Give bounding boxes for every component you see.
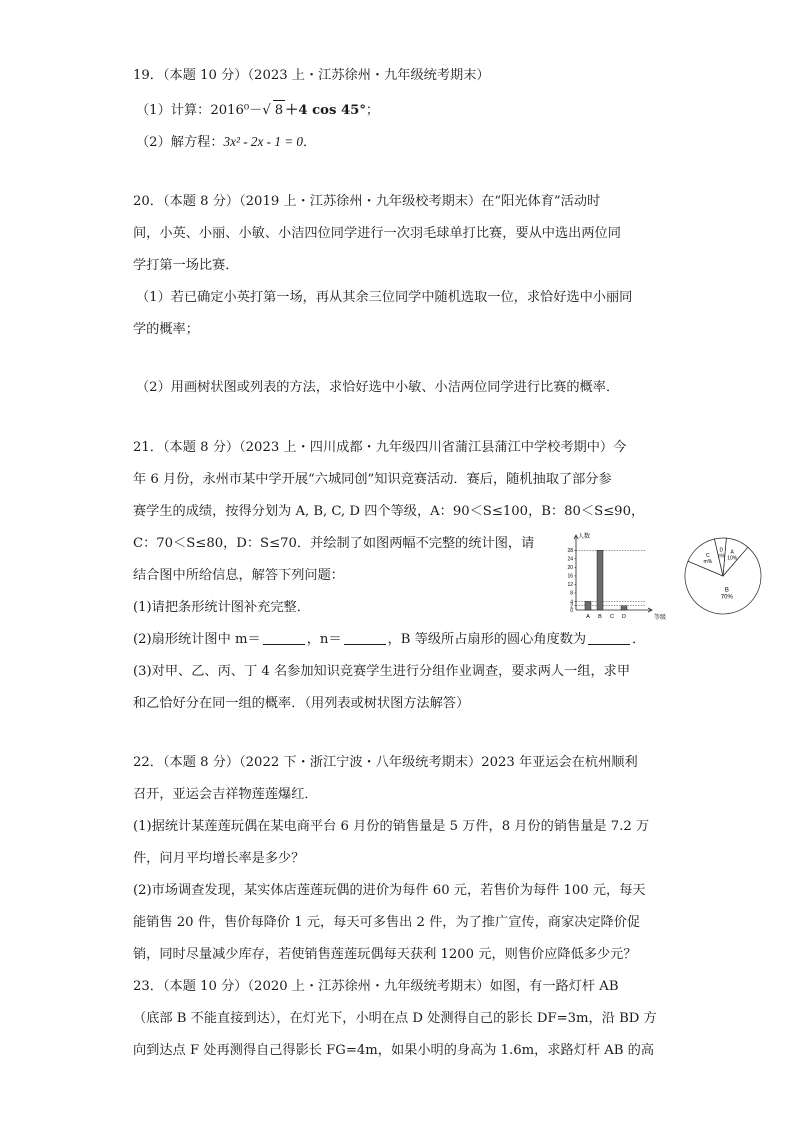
q19-part1-radicand: 8 — [273, 100, 285, 121]
bar-D — [621, 606, 627, 610]
y-tick-label: 12 — [567, 582, 573, 589]
q21-line-3: 赛学生的成绩，按得分划为 A, B, C, D 四个等级，A：90＜S≤100，B：80＜S≤90， — [133, 504, 645, 519]
y-tick-label: 16 — [567, 573, 573, 580]
q19-part1-prefix: （1）计算： — [136, 103, 211, 118]
q23-line-2: （底部 B 不能直接到达），在灯光下，小明在点 D 处测得自己的影长 DF=3m，沿 BD 方 — [133, 1011, 657, 1026]
q21-line-4: C：70＜S≤80，D：S≤70．并绘制了如图两幅不完整的统计图，请 — [133, 536, 535, 551]
q21-line-1: 21．（本题 8 分）（2023 上・四川成都・九年级四川省蒲江县蒲江中学校考期中）今 — [133, 440, 627, 455]
y-tick-label: 20 — [567, 565, 573, 572]
q22-line-5: (2)市场调查发现，某实体店莲莲玩偶的进价为每件 60 元，若售价为每件 100 元，每天 — [133, 883, 646, 898]
q20-line-3: 学打第一场比赛． — [133, 258, 239, 273]
q21-line-7 — [133, 630, 645, 650]
q19-part1-term-a: 2016⁰－ — [210, 103, 263, 118]
y-tick-label: 8 — [570, 590, 573, 597]
sqrt-symbol: √ — [262, 103, 271, 118]
pie-label-A: A — [730, 549, 734, 556]
y-tick-label: 28 — [567, 548, 573, 555]
q22-line-7: 销，同时尽量减少库存，若使销售莲莲玩偶每天获利 1200 元，则售价应降低多少元？ — [133, 947, 637, 962]
q21-line-9: 和乙恰好分在同一组的概率．（用列表或树状图方法解答） — [133, 696, 470, 711]
q19-part2-prefix: （2）解方程： — [136, 135, 224, 150]
q21-line-5: 结合图中所给信息，解答下列问题： — [133, 568, 344, 583]
x-tick-label-A: A — [586, 614, 590, 620]
q22-line-4: 件，问月平均增长率是多少？ — [133, 851, 305, 866]
q22-line-1: 22．（本题 8 分）（2022 下・浙江宁波・八年级统考期末）2023 年亚运会在杭州顺利 — [133, 755, 638, 770]
y-tick-label: 24 — [567, 556, 573, 563]
x-tick-label-D: D — [622, 614, 626, 620]
bar-chart-marks — [585, 550, 627, 620]
y-tick-label: 2 — [570, 603, 573, 610]
pie-percent-C: m% — [703, 558, 713, 565]
q21-line-8: (3)对甲、乙、丙、丁 4 名参加知识竞赛学生进行分组作业调查，要求两人一组，求甲 — [133, 664, 631, 679]
q22-line-6: 能销售 20 件，售价每降价 1 元，每天可多售出 2 件，为了推广宣传，商家决定降价促 — [133, 915, 641, 930]
q19-part2 — [136, 132, 316, 153]
q21-line-2: 年 6 月份，永州市某中学开展“六城同创”知识竞赛活动．赛后，随机抽取了部分参 — [133, 472, 612, 487]
x-tick-label-C: C — [610, 614, 614, 620]
q22-line-3: (1)据统计某莲莲玩偶在某电商平台 6 月份的销售量是 5 万件，8 月份的销售量是 7.2 万 — [133, 819, 650, 834]
q19-part2-equation: 3x² - 2x - 1 = 0 — [223, 134, 304, 149]
y-tick-label: 4 — [570, 599, 573, 606]
q21-blank-m-label: (2)扇形统计图中 m＝ — [133, 632, 261, 647]
q22-line-2: 召开，亚运会吉祥物莲莲爆红． — [133, 787, 318, 802]
q19-part1-term-b: ＋4 cos 45° — [285, 103, 366, 118]
q20-line-5: 学的概率； — [133, 322, 199, 337]
pie-percent-A: 10% — [727, 555, 738, 562]
pie-chart — [682, 535, 764, 617]
pie-percent-D: n% — [717, 553, 725, 560]
q21-blank-n-label: ，n＝ — [306, 632, 342, 647]
bar-chart-axes — [567, 532, 666, 621]
q21-line-6: (1)请把条形统计图补充完整． — [133, 600, 310, 615]
answer-blank-angle — [588, 630, 630, 645]
q20-line-2: 间，小英、小丽、小敏、小洁四位同学进行一次羽毛球单打比赛，要从中选出两位同 — [133, 226, 621, 241]
q23-line-3: 向到达点 F 处再测得自己得影长 FG=4m，如果小明的身高为 1.6m，求路灯杆 AB 的高 — [133, 1043, 655, 1058]
y-axis-label: 人数 — [578, 534, 591, 540]
q21-blank-angle-label: ，B 等级所占扇形的圆心角度数为 — [387, 632, 587, 647]
pie-label-C: C — [706, 552, 710, 559]
pie-label-D: D — [719, 547, 724, 554]
q20-line-6: （2）用画树状图或列表的方法，求恰好选中小敏、小洁两位同学进行比赛的概率． — [136, 380, 620, 395]
x-tick-label-B: B — [598, 614, 602, 620]
q23-line-1: 23．（本题 10 分）（2020 上・江苏徐州・九年级统考期末）如图，有一路灯杆 AB — [133, 979, 619, 994]
x-axis-label: 等级 — [654, 615, 667, 621]
y-tick-label: 0 — [570, 607, 573, 614]
pie-label-B: B — [724, 587, 729, 594]
q19-part1-end: ； — [365, 103, 380, 118]
q20-line-1: 20．（本题 8 分）（2019 上・江苏徐州・九年级校考期末）在“阳光体育”活动时 — [133, 194, 601, 209]
pie-percent-B: 70% — [720, 594, 733, 601]
bar-chart — [560, 532, 672, 628]
q20-line-4: （1）若已确定小英打第一场，再从其余三位同学中随机选取一位，求恰好选中小丽同 — [136, 290, 633, 305]
bar-B — [597, 550, 603, 610]
answer-blank-n — [344, 630, 386, 645]
pie-chart-marks — [685, 538, 761, 614]
q19-header: 19．（本题 10 分）（2023 上・江苏徐州・九年级统考期末） — [133, 68, 490, 83]
bar-A — [585, 601, 591, 610]
q21-line-7-end: ． — [632, 632, 646, 647]
q19-part1 — [136, 100, 379, 121]
answer-blank-m — [263, 630, 305, 645]
q19-part2-end: ． — [303, 135, 317, 150]
